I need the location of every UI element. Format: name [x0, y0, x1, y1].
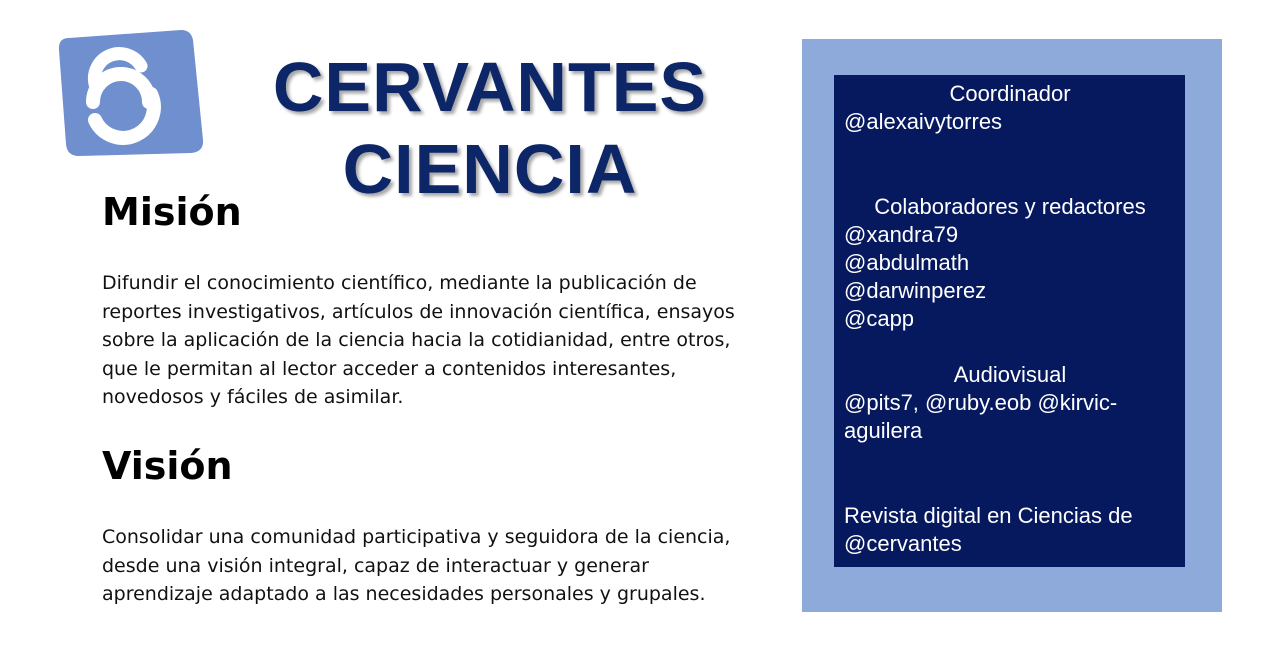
mision-text	[102, 269, 752, 412]
mision-line: sobre la aplicación de la ciencia hacia la cotidianidad, entre otros,	[102, 329, 731, 351]
page-title	[235, 46, 745, 210]
title-line-2: CIENCIA	[342, 130, 638, 208]
audiovisual-label: Audiovisual	[953, 362, 1067, 387]
revista-text: Revista digital en Ciencias de	[844, 503, 1133, 528]
audiovisual-handles: @pits7, @ruby.eob @kirvic-	[844, 390, 1118, 415]
colaborador-handle: @xandra79	[844, 222, 959, 247]
revista-handle: @cervantes	[844, 531, 962, 556]
mision-line: Difundir el conocimiento científico, mediante la publicación de	[102, 272, 697, 294]
credits-panel	[834, 75, 1185, 567]
vision-heading: Visión	[102, 444, 233, 488]
mision-line: novedosos y fáciles de asimilar.	[102, 386, 404, 408]
coordinador-label: Coordinador	[949, 81, 1071, 106]
audiovisual-handles-cont: aguilera	[844, 418, 923, 443]
vision-line: desde una visión integral, capaz de interactuar y generar	[102, 554, 649, 577]
colaboradores-label: Colaboradores y redactores	[874, 194, 1146, 219]
mision-line: que le permitan al lector acceder a contenidos interesantes,	[102, 357, 677, 380]
colaborador-handle: @capp	[844, 306, 915, 331]
coordinador-handle: @alexaivytorres	[844, 109, 1003, 134]
cervantes-ciencia-logo	[55, 28, 205, 158]
mision-heading: Misión	[102, 190, 242, 234]
colaborador-handle: @darwinperez	[844, 278, 987, 303]
vision-line: Consolidar una comunidad participativa y seguidora de la ciencia,	[102, 526, 731, 548]
vision-line: aprendizaje adaptado a las necesidades personales y grupales.	[102, 583, 706, 605]
title-line-1: CERVANTES	[272, 48, 708, 126]
mision-line: reportes investigativos, artículos de innovación científica, ensayos	[102, 300, 735, 323]
vision-text	[102, 523, 752, 609]
colaborador-handle: @abdulmath	[844, 250, 970, 275]
